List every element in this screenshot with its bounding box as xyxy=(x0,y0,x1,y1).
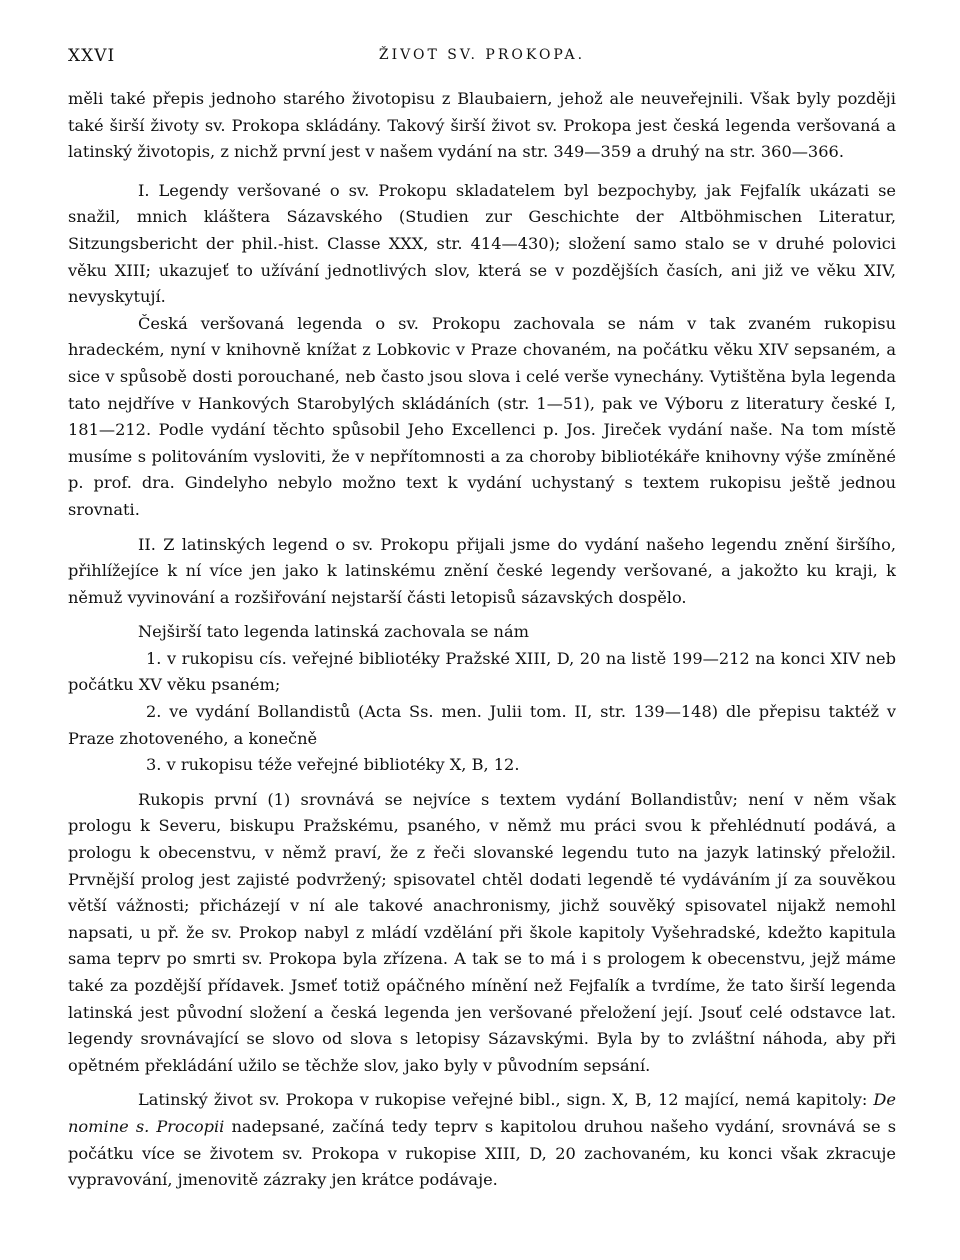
body-text xyxy=(68,86,896,1194)
paragraph-latin-life xyxy=(68,1087,896,1193)
paragraph-continuation: měli také přepis jednoho starého životopisu z Blaubaiern, jehož ale neuveřejnili. Však byly později také širší životy sv. Prokopa skládány. Takový širší život sv. Prokopa jest česká legenda veršovaná a latinský životopis, z nichž první jest v našem vydání na str. 349—359 a druhý na str. 360—366. xyxy=(68,89,896,162)
list-item-2: 2. ve vydání Bollandistů (Acta Ss. men. Julii tom. II, str. 139—148) dle přepisu taktéž v Praze zhotoveného, a konečně xyxy=(68,702,896,748)
list-item-3: 3. v rukopisu téže veřejné bibliotéky X, B, 12. xyxy=(146,755,520,775)
paragraph-list-intro: Nejširší tato legenda latinská zachovala se nám xyxy=(138,622,529,642)
list-item-1: 1. v rukopisu cís. veřejné bibliotéky Pražské XIII, D, 20 na listě 199—212 na konci XIV neb počátku XV věku psaném; xyxy=(68,648,896,695)
page-number: XXVI xyxy=(68,46,116,66)
paragraph-manuscript-comparison: Rukopis první (1) srovnává se nejvíce s textem vydání Bollandistův; není v něm však prologu k Severu, biskupu Pražskému, psaného, v němž mu práci svou k přehlédnutí podává, a prologu k obecenstvu, v němž praví, že z řeči slovanské legendu tuto na jazyk latinský přeložil. Prvnější prolog jest zajisté podvržený; spisovatel chtěl dodati legendě té vydáváním jí za souvěkou větší vážnosti; přicházejí v ní ale takové anachronismy, jichž souvěký spisovatel nijakž nemohl napsati, u př. že sv. Prokop nabyl z mládí vzdělání při škole kapitoly Vyšehradské, kdežto kapitula sama teprv po smrti sv. Prokopa byla zřízena. A tak se to má i s prologem k obecenstvu, jejž máme také za pozdější přídavek. Jsmeť totiž opáčného mínění než Fejfalík a tvrdíme, že tato širší legenda latinská jest původní složení a česká legenda jen veršované přeložení její. Jsouť celé odstavce lat. legendy srovnávající se slovo od slova s letopisy Sázavskými. Byla by to zvláštní náhoda, aby při opětném překládání užilo se těchže slov, jako byly v původním sepsání. xyxy=(68,789,896,1075)
paragraph-latin-legends: II. Z latinských legend o sv. Prokopu přijali jsme do vydání našeho legendu znění širšího, přihlížejíce k ní více jen jako k latinskému znění české legendy veršované, a jakožto ku kraji, k němuž vyvinování a rozšiřování nejstarší části letopisů sázavských dospělo. xyxy=(68,534,896,607)
page-header xyxy=(68,46,896,72)
running-title: ŽIVOT SV. PROKOPA. xyxy=(378,47,586,63)
latin-life-rest: nadepsané, začíná tedy teprv s kapitolou druhou našeho vydání, srovnává se s počátku více se životem sv. Prokopa v rukopise XIII, D, 20 zachovaném, ku konci však zkracuje vypravování, jmenovitě zázraky jen krátce podávaje. xyxy=(68,1116,896,1190)
paragraph-czech-legend: Česká veršovaná legenda o sv. Prokopu zachovala se nám v tak zvaném rukopisu hradeckém, nyní v knihovně knížat z Lobkovic v Praze chovaném, na počátku věku XIV sepsaném, a sice v spůsobě dosti porouchané, neb často jsou slova i celé verše vynechány. Vytištěna byla legenda tato nejdříve v Hankových Starobylých skládáních (str. 1—51), pak ve Výboru z literatury české I, 181—212. Podle vydání těchto spůsobil Jeho Excellenci p. Jos. Jireček vydání naše. Na tom místě musíme s politováním vysloviti, že v nepřítomnosti a za choroby bibliotékáře knihovny výše zmíněné p. prof. dra. Gindelyho nebylo možno text k vydání uchystaný s textem rukopisu ještě jednou srovnati. xyxy=(68,313,896,519)
paragraph-verse-legends: I. Legendy veršované o sv. Prokopu skladatelem byl bezpochyby, jak Fejfalík ukázati se snažil, mnich kláštera Sázavského (Studien zur Geschichte der Altböhmischen Literatur, Sitzungsbericht der phil.-hist. Classe XXX, str. 414—430); složení samo stalo se v druhé polovici věku XIII; ukazujeť to užívání jednotlivých slov, která se v pozdějších časích, ani již ve věku XIV, nevyskytují. xyxy=(68,180,896,307)
latin-life-intro: Latinský život sv. Prokopa v rukopise veřejné bibl., sign. X, B, 12 mající, nemá kapitoly: xyxy=(138,1090,868,1110)
chapter-title: De nomine s. Procopii xyxy=(68,1090,896,1136)
